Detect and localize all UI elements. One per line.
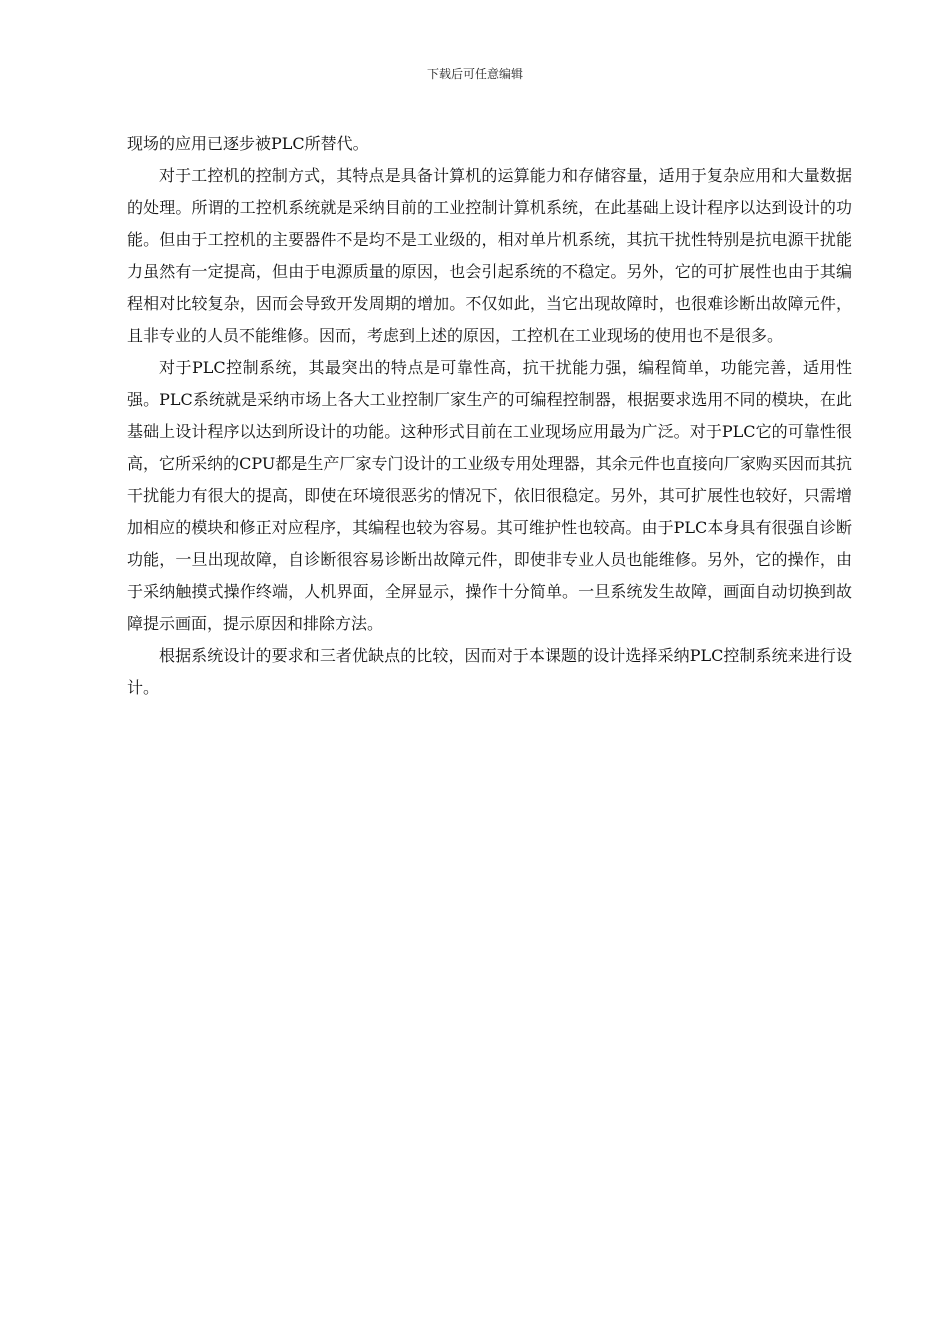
paragraph-continuation: 现场的应用已逐步被PLC所替代。 — [127, 134, 369, 153]
page-header: 下载后可任意编辑 — [426, 67, 523, 81]
paragraph-ipc-control: 对于工控机的控制方式，其特点是具备计算机的运算能力和存储容量，适用于复杂应用和大量数据的处理。所谓的工控机系统就是采纳目前的工业控制计算机系统，在此基础上设计程序以达到设计的功能。但由于工控机的主要器件不是均不是工业级的，相对单片机系统，其抗干扰性特别是抗电源干扰能力虽然有一定提高，但由于电源质量的原因，也会引起系统的不稳定。另外，它的可扩展性也由于其编程相对比较复杂，因而会导致开发周期的增加。不仅如此，当它出现故障时，也很难诊断出故障元件，且非专业的人员不能维修。因而，考虑到上述的原因，工控机在工业现场的使用也不是很多。 — [127, 166, 852, 345]
paragraph-conclusion: 根据系统设计的要求和三者优缺点的比较，因而对于本课题的设计选择采纳PLC控制系统来进行设计。 — [127, 646, 852, 697]
document-body — [127, 128, 852, 704]
paragraph-plc-control: 对于PLC控制系统，其最突出的特点是可靠性高，抗干扰能力强，编程简单，功能完善，适用性强。PLC系统就是采纳市场上各大工业控制厂家生产的可编程控制器，根据要求选用不同的模块，在此基础上设计程序以达到所设计的功能。这种形式目前在工业现场应用最为广泛。对于PLC它的可靠性很高，它所采纳的CPU都是生产厂家专门设计的工业级专用处理器，其余元件也直接向厂家购买因而其抗干扰能力有很大的提高，即使在环境很恶劣的情况下，依旧很稳定。另外，其可扩展性也较好，只需增加相应的模块和修正对应程序，其编程也较为容易。其可维护性也较高。由于PLC本身具有很强自诊断功能，一旦出现故障，自诊断很容易诊断出故障元件，即使非专业人员也能维修。另外，它的操作，由于采纳触摸式操作终端，人机界面，全屏显示，操作十分简单。一旦系统发生故障，画面自动切换到故障提示画面，提示原因和排除方法。 — [127, 358, 852, 633]
